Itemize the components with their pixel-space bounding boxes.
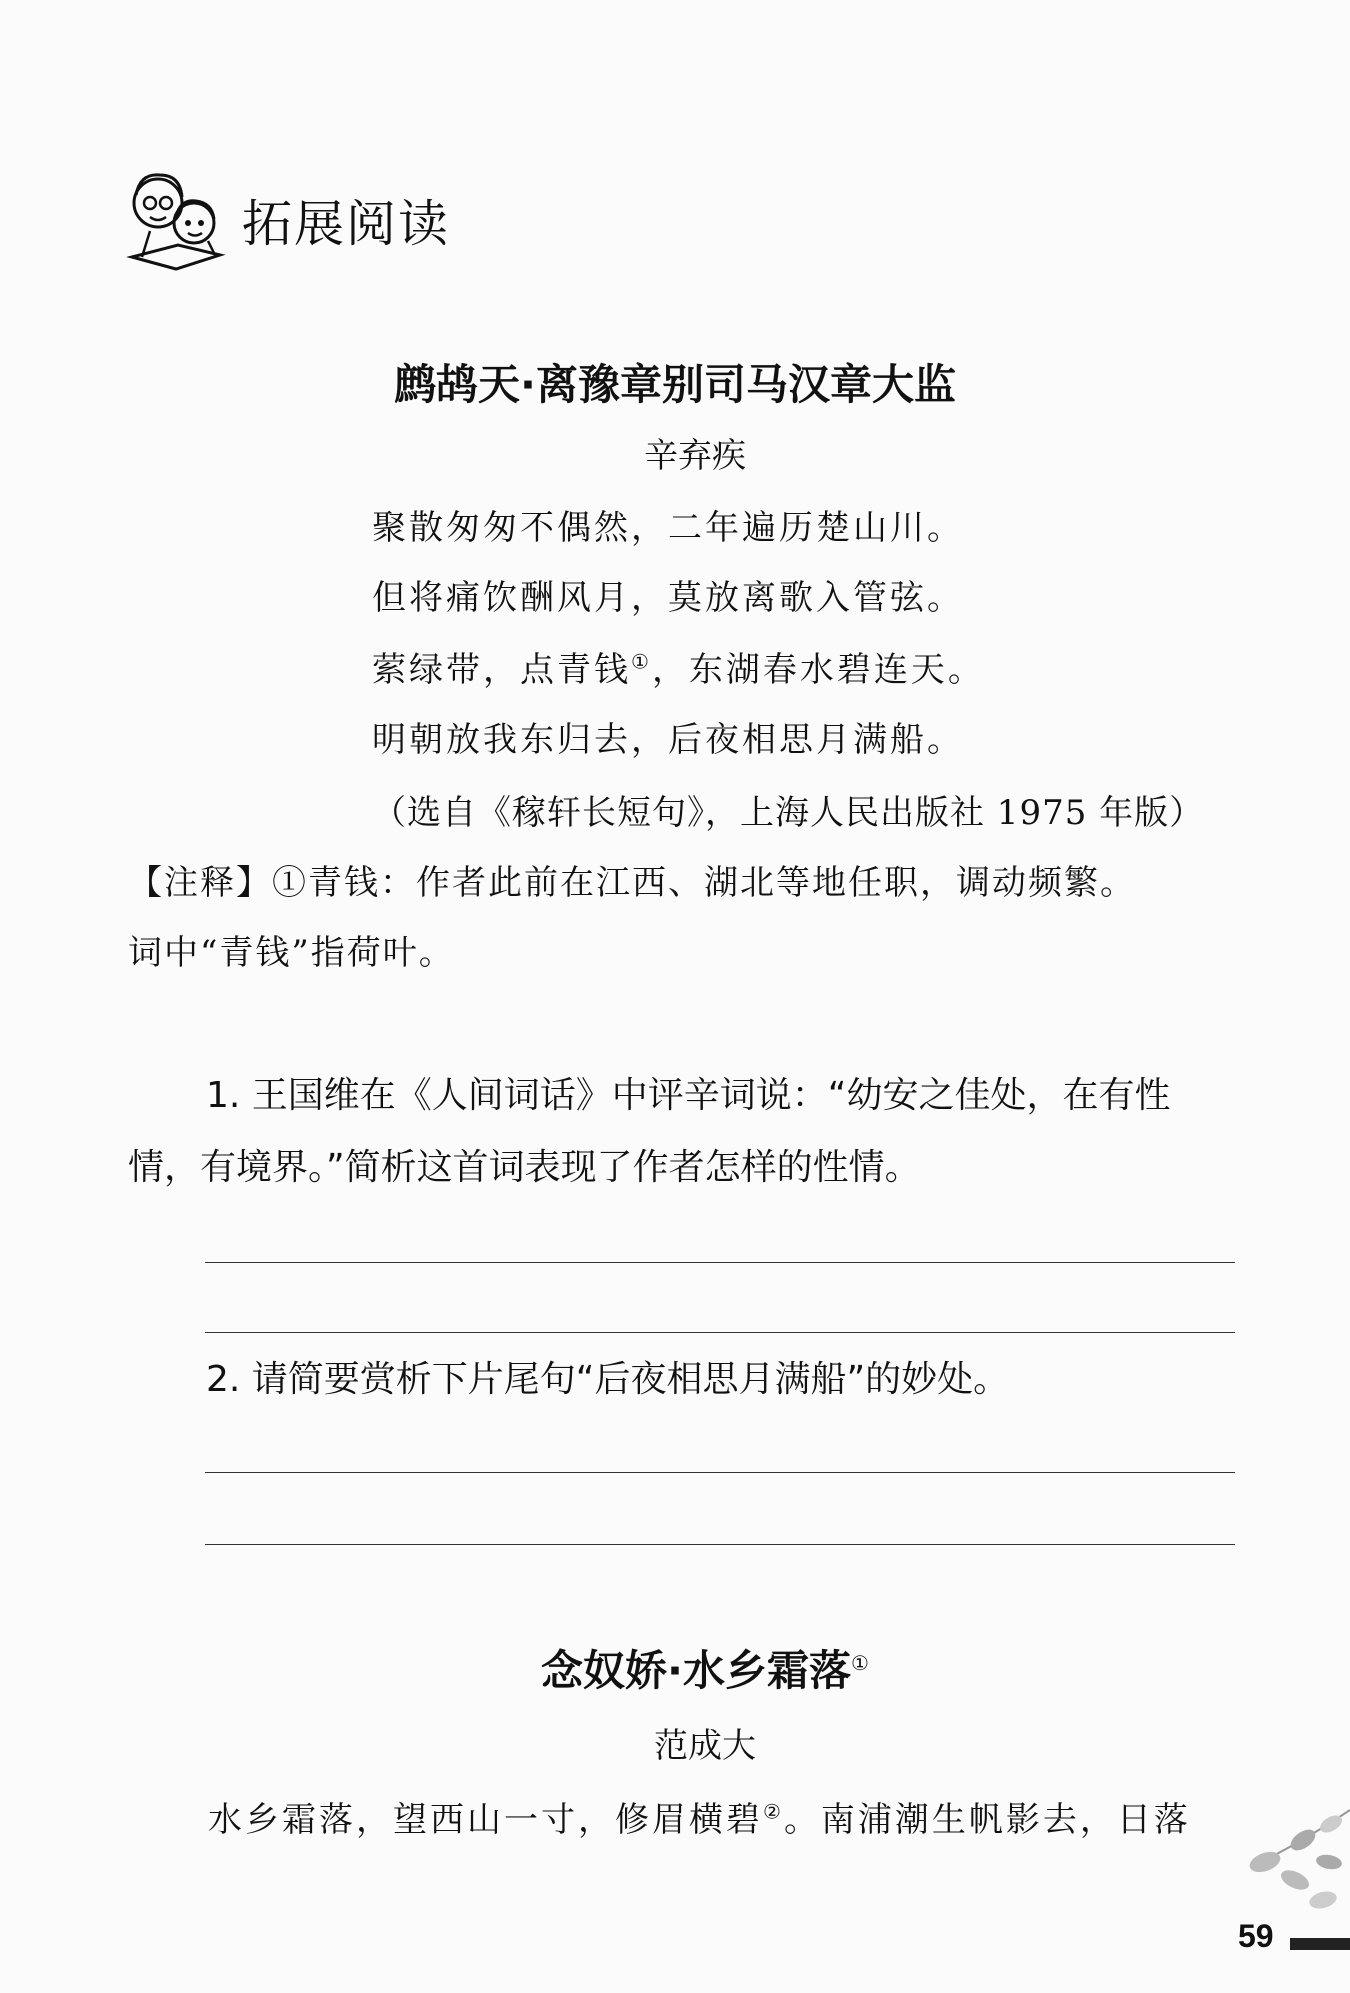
answer-line[interactable] [205,1544,1235,1545]
reading-kids-icon [120,165,230,275]
poem2-line-1a: 水乡霜落，望西山一寸，修眉横碧 [208,1800,763,1840]
poem1-annotation [128,848,1238,988]
poem1-title: 鹧鸪天·离豫章别司马汉章大监 [394,360,956,409]
poem2-line-1 [208,1792,1191,1841]
section-title: 拓展阅读 [242,195,450,253]
poem1-source: （选自《稼轩长短句》，上海人民出版社 1975 年版） [372,793,1205,833]
poem1-line-3 [372,642,985,691]
annotation-line-2: 词中“青钱”指荷叶。 [128,933,455,973]
poem1-author: 辛弃疾 [644,436,746,476]
poem2-title-text: 念奴娇·水乡霜落 [541,1646,852,1695]
poem1-line-4: 明朝放我东归去，后夜相思月满船。 [372,720,964,760]
poem1-line-3b: ，东湖春水碧连天。 [651,650,985,690]
question-1-line-2: 情，有境界。”简析这首词表现了作者怎样的性情。 [128,1147,921,1188]
question-1 [128,1060,1238,1204]
poem2-author: 范成大 [654,1726,756,1766]
question-2-line-1: 2. 请简要赏析下片尾句“后夜相思月满船”的妙处。 [206,1359,1010,1400]
poem2-title [0,1638,1350,1698]
section-header [120,160,450,280]
question-2 [128,1344,1238,1416]
poem1-line-3a: 萦绿带，点青钱 [372,650,631,690]
answer-line[interactable] [205,1332,1235,1333]
leaf-decoration-icon [1225,1800,1350,1920]
poem2-line-1b: 。南浦潮生帆影去，日落 [783,1800,1191,1840]
footnote-marker: ① [851,1651,869,1675]
page-number-bar [1290,1938,1350,1950]
question-1-line-1: 1. 王国维在《人间词话》中评辛词说：“幼安之佳处，在有性 [206,1075,1171,1116]
annotation-line-1: 【注释】①青钱：作者此前在江西、湖北等地任职，调动频繁。 [128,863,1136,903]
answer-line[interactable] [205,1472,1235,1473]
page-number: 59 [1238,1918,1274,1954]
footnote-marker: ② [763,1799,784,1824]
poem1-line-2: 但将痛饮酬风月，莫放离歌入管弦。 [372,578,964,618]
poem1-line-1: 聚散匆匆不偶然，二年遍历楚山川。 [372,508,964,548]
footnote-marker: ① [631,649,652,674]
answer-line[interactable] [205,1262,1235,1263]
